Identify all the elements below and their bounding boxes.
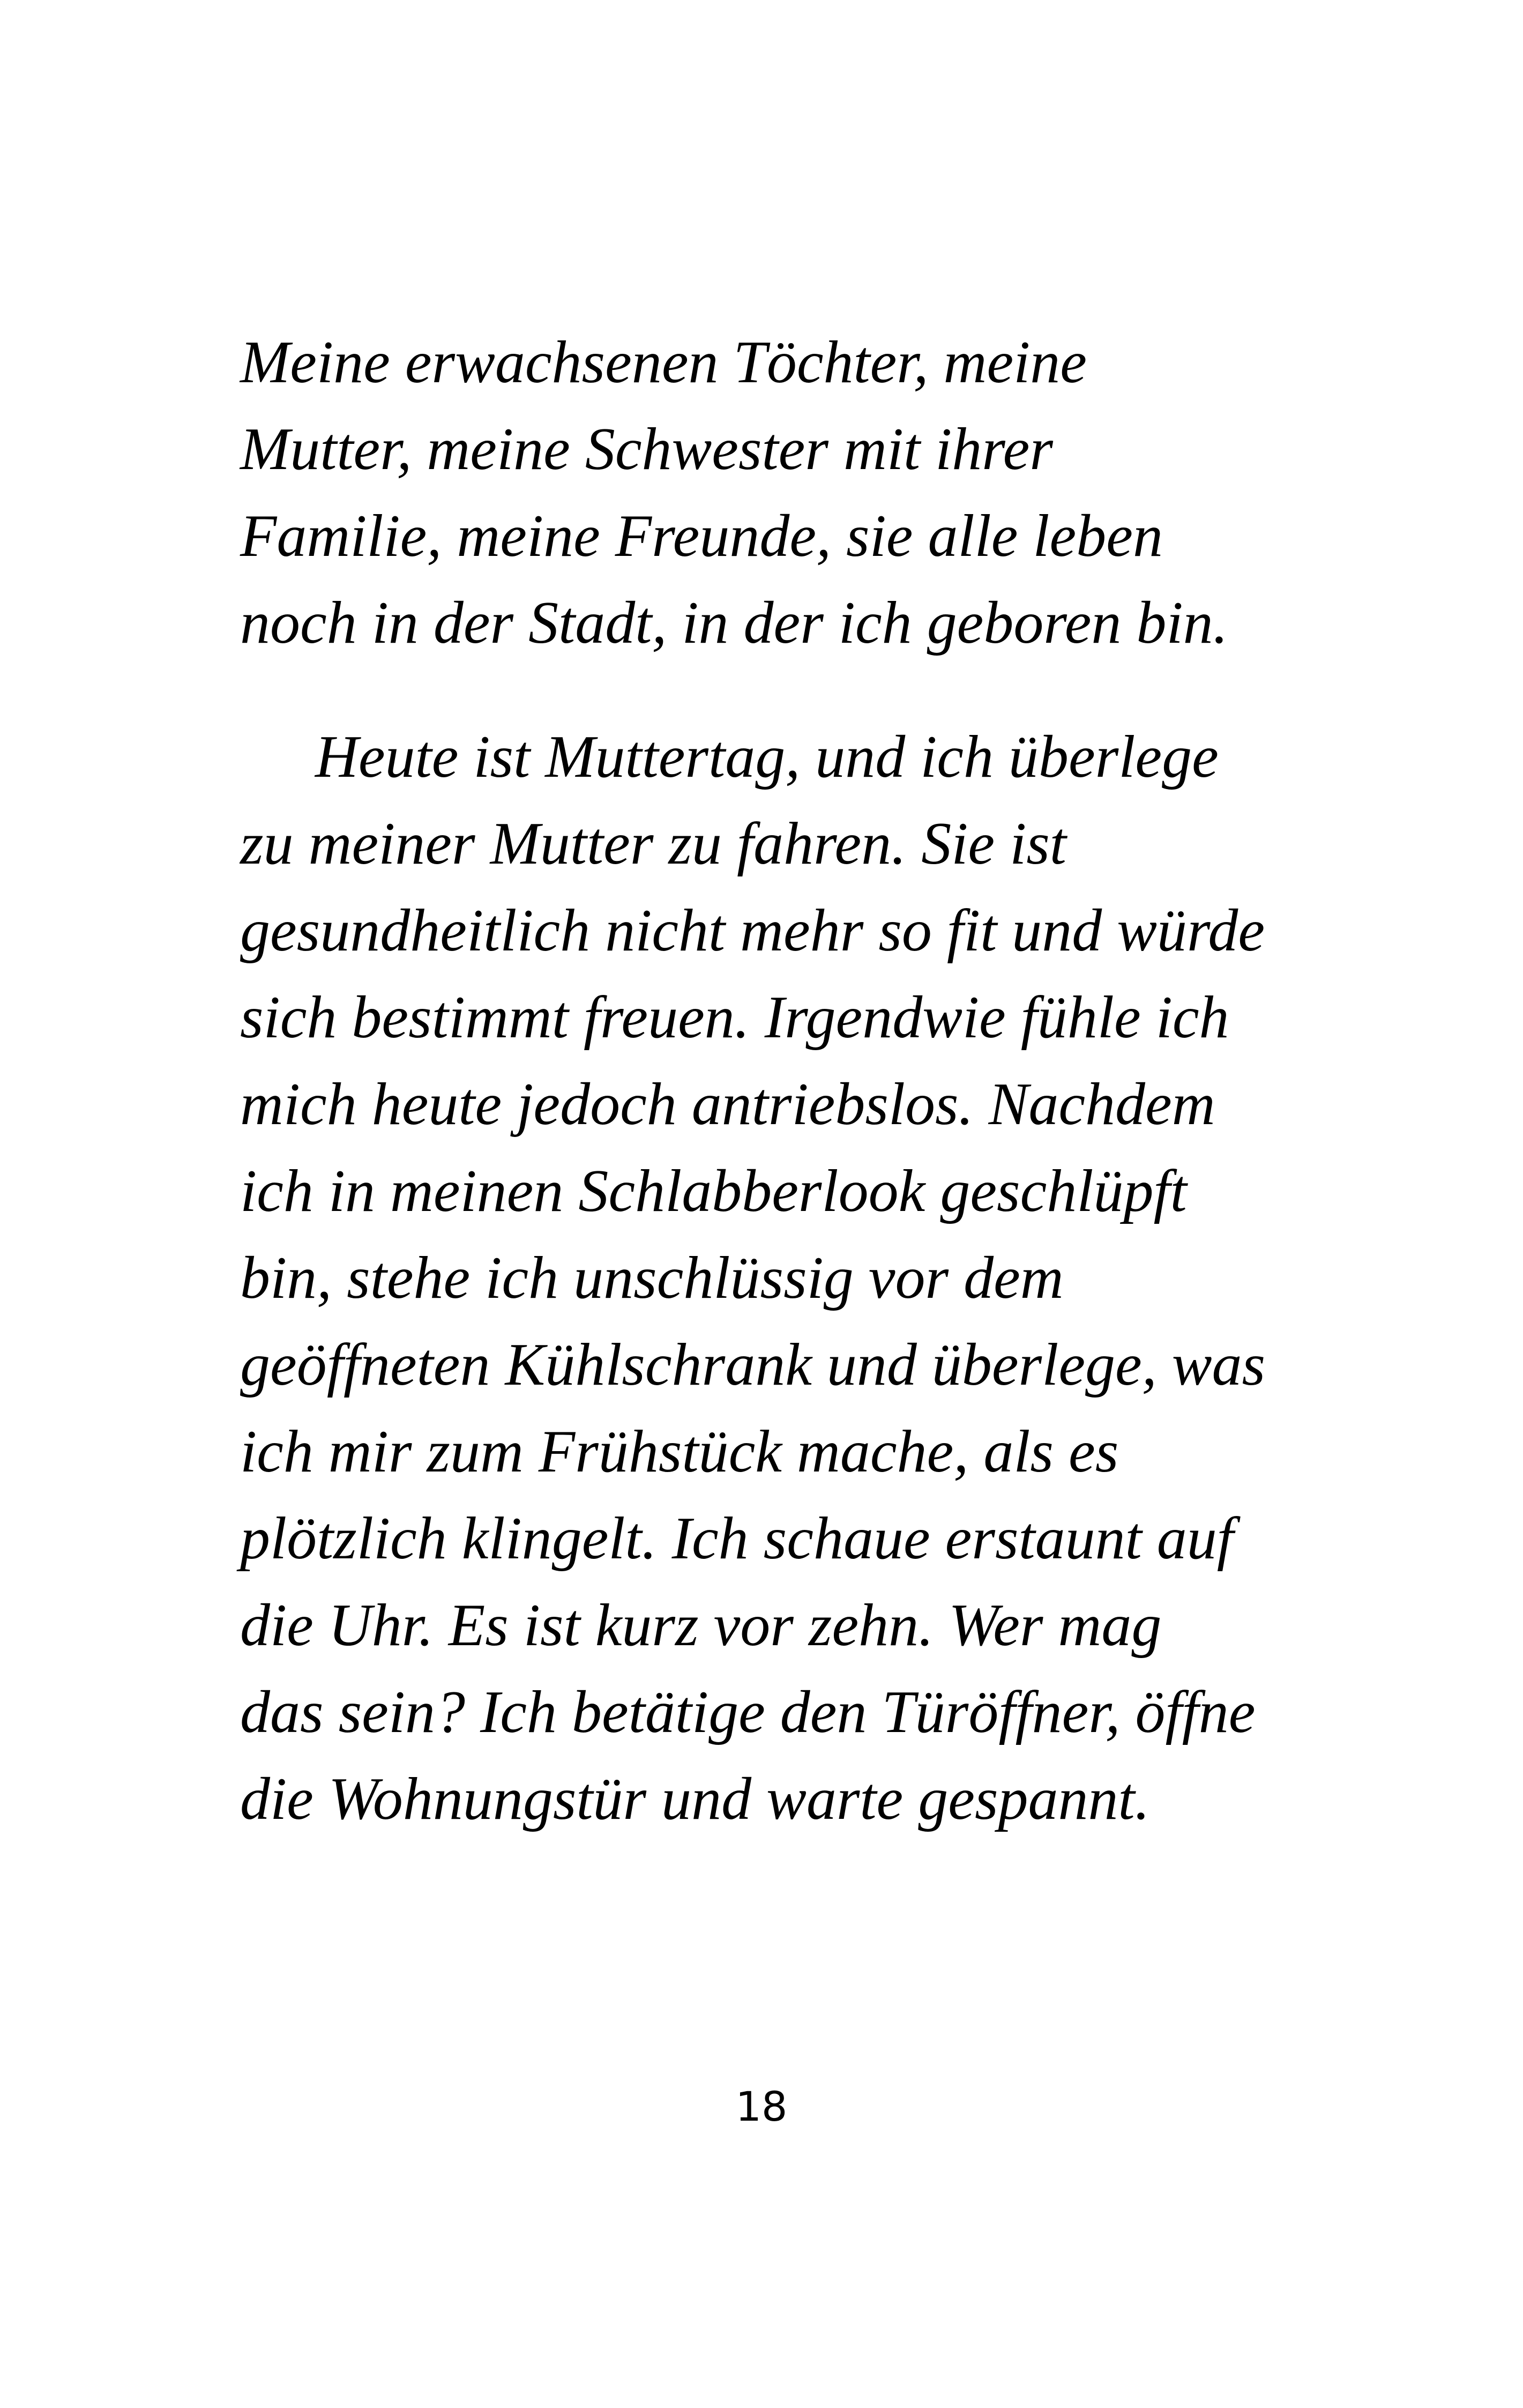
- paragraph-1-line-4: noch in der Stadt, in der ich geboren bin.: [240, 590, 1228, 656]
- paragraph-2-line-4: sich bestimmt freuen. Irgendwie fühle ich: [240, 984, 1229, 1051]
- paragraph-2-line-9: ich mir zum Frühstück mache, als es: [240, 1418, 1119, 1485]
- paragraph-1-line-2: Mutter, meine Schwester mit ihrer: [240, 416, 1053, 482]
- paragraph-2-line-5: mich heute jedoch antriebslos. Nachdem: [240, 1071, 1215, 1138]
- paragraph-2-line-7: bin, stehe ich unschlüssig vor dem: [240, 1245, 1064, 1311]
- paragraph-2-line-3: gesundheitlich nicht mehr so fit und würde: [240, 897, 1265, 964]
- page-number: 18: [735, 2083, 788, 2130]
- paragraph-1-line-1: Meine erwachsenen Töchter, meine: [240, 329, 1087, 396]
- paragraph-2-line-6: ich in meinen Schlabberlook geschlüpft: [240, 1158, 1187, 1224]
- paragraph-2-line-12: das sein? Ich betätige den Türöffner, öffne: [240, 1679, 1256, 1745]
- paragraph-2-line-10: plötzlich klingelt. Ich schaue erstaunt auf: [240, 1505, 1234, 1572]
- paragraph-2-line-2: zu meiner Mutter zu fahren. Sie ist: [240, 811, 1066, 877]
- paragraph-2-line-8: geöffneten Kühlschrank und überlege, was: [240, 1332, 1266, 1398]
- paragraph-1-line-3: Familie, meine Freunde, sie alle leben: [240, 503, 1163, 569]
- paragraph-2-line-13: die Wohnungstür und warte gespannt.: [240, 1766, 1150, 1832]
- paragraph-2-line-11: die Uhr. Es ist kurz vor zehn. Wer mag: [240, 1592, 1162, 1659]
- paragraph-2-line-1: Heute ist Muttertag, und ich überlege: [315, 724, 1219, 790]
